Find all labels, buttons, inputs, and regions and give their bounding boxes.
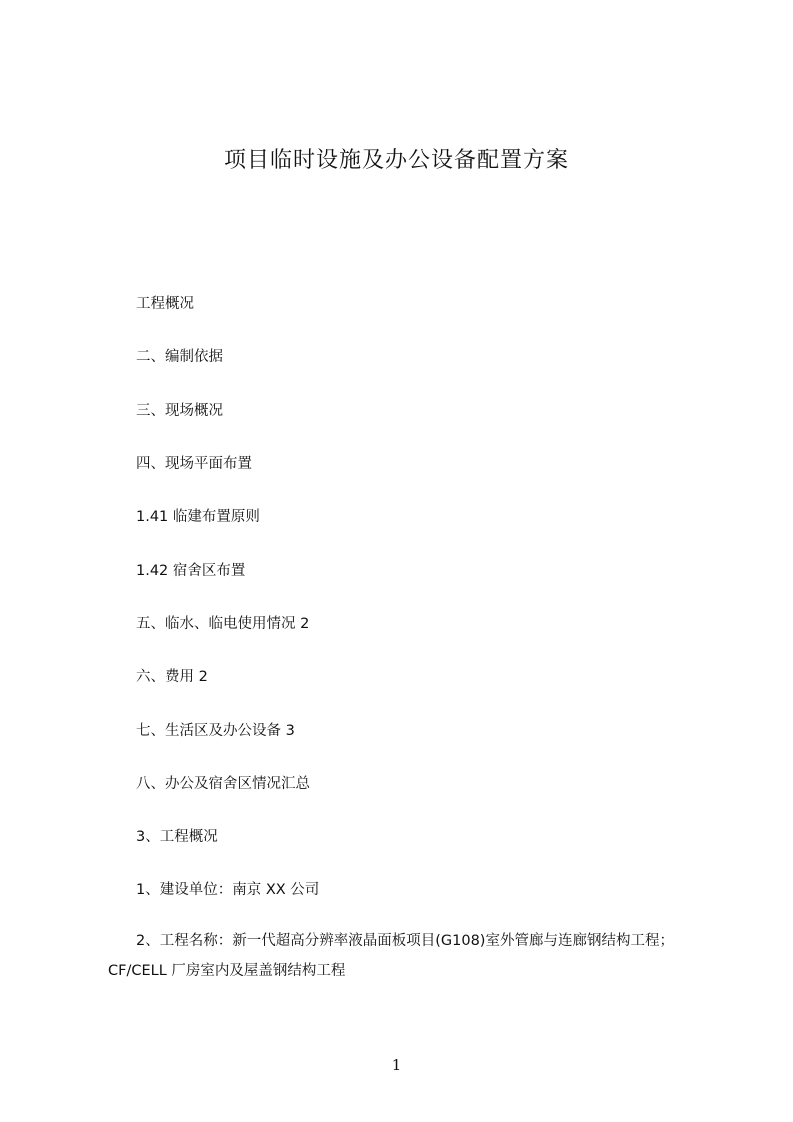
document-title: 项目临时设施及办公设备配置方案	[223, 148, 569, 173]
toc-line: 二、编制依据	[136, 349, 223, 365]
toc-line: 八、办公及宿舍区情况汇总	[136, 776, 310, 792]
toc-line: 1.41 临建布置原则	[136, 509, 260, 525]
toc-line: 工程概况	[136, 296, 194, 312]
body-line: 1、建设单位：南京 XX 公司	[136, 882, 320, 898]
toc-line: 五、临水、临电使用情况 2	[136, 616, 310, 632]
page-number: 1	[391, 1056, 402, 1074]
toc-line: 六、费用 2	[136, 669, 208, 685]
toc-line: 1.42 宿舍区布置	[136, 563, 246, 579]
toc-line: 四、现场平面布置	[136, 456, 252, 472]
section-heading: 3、工程概况	[136, 829, 218, 845]
toc-line: 三、现场概况	[136, 403, 223, 419]
body-paragraph: 2、工程名称：新一代超高分辨率液晶面板项目(G108)室外管廊与连廊钢结构工程；CF/CELL 厂房室内及屋盖钢结构工程	[108, 933, 674, 979]
toc-line: 七、生活区及办公设备 3	[136, 723, 295, 739]
